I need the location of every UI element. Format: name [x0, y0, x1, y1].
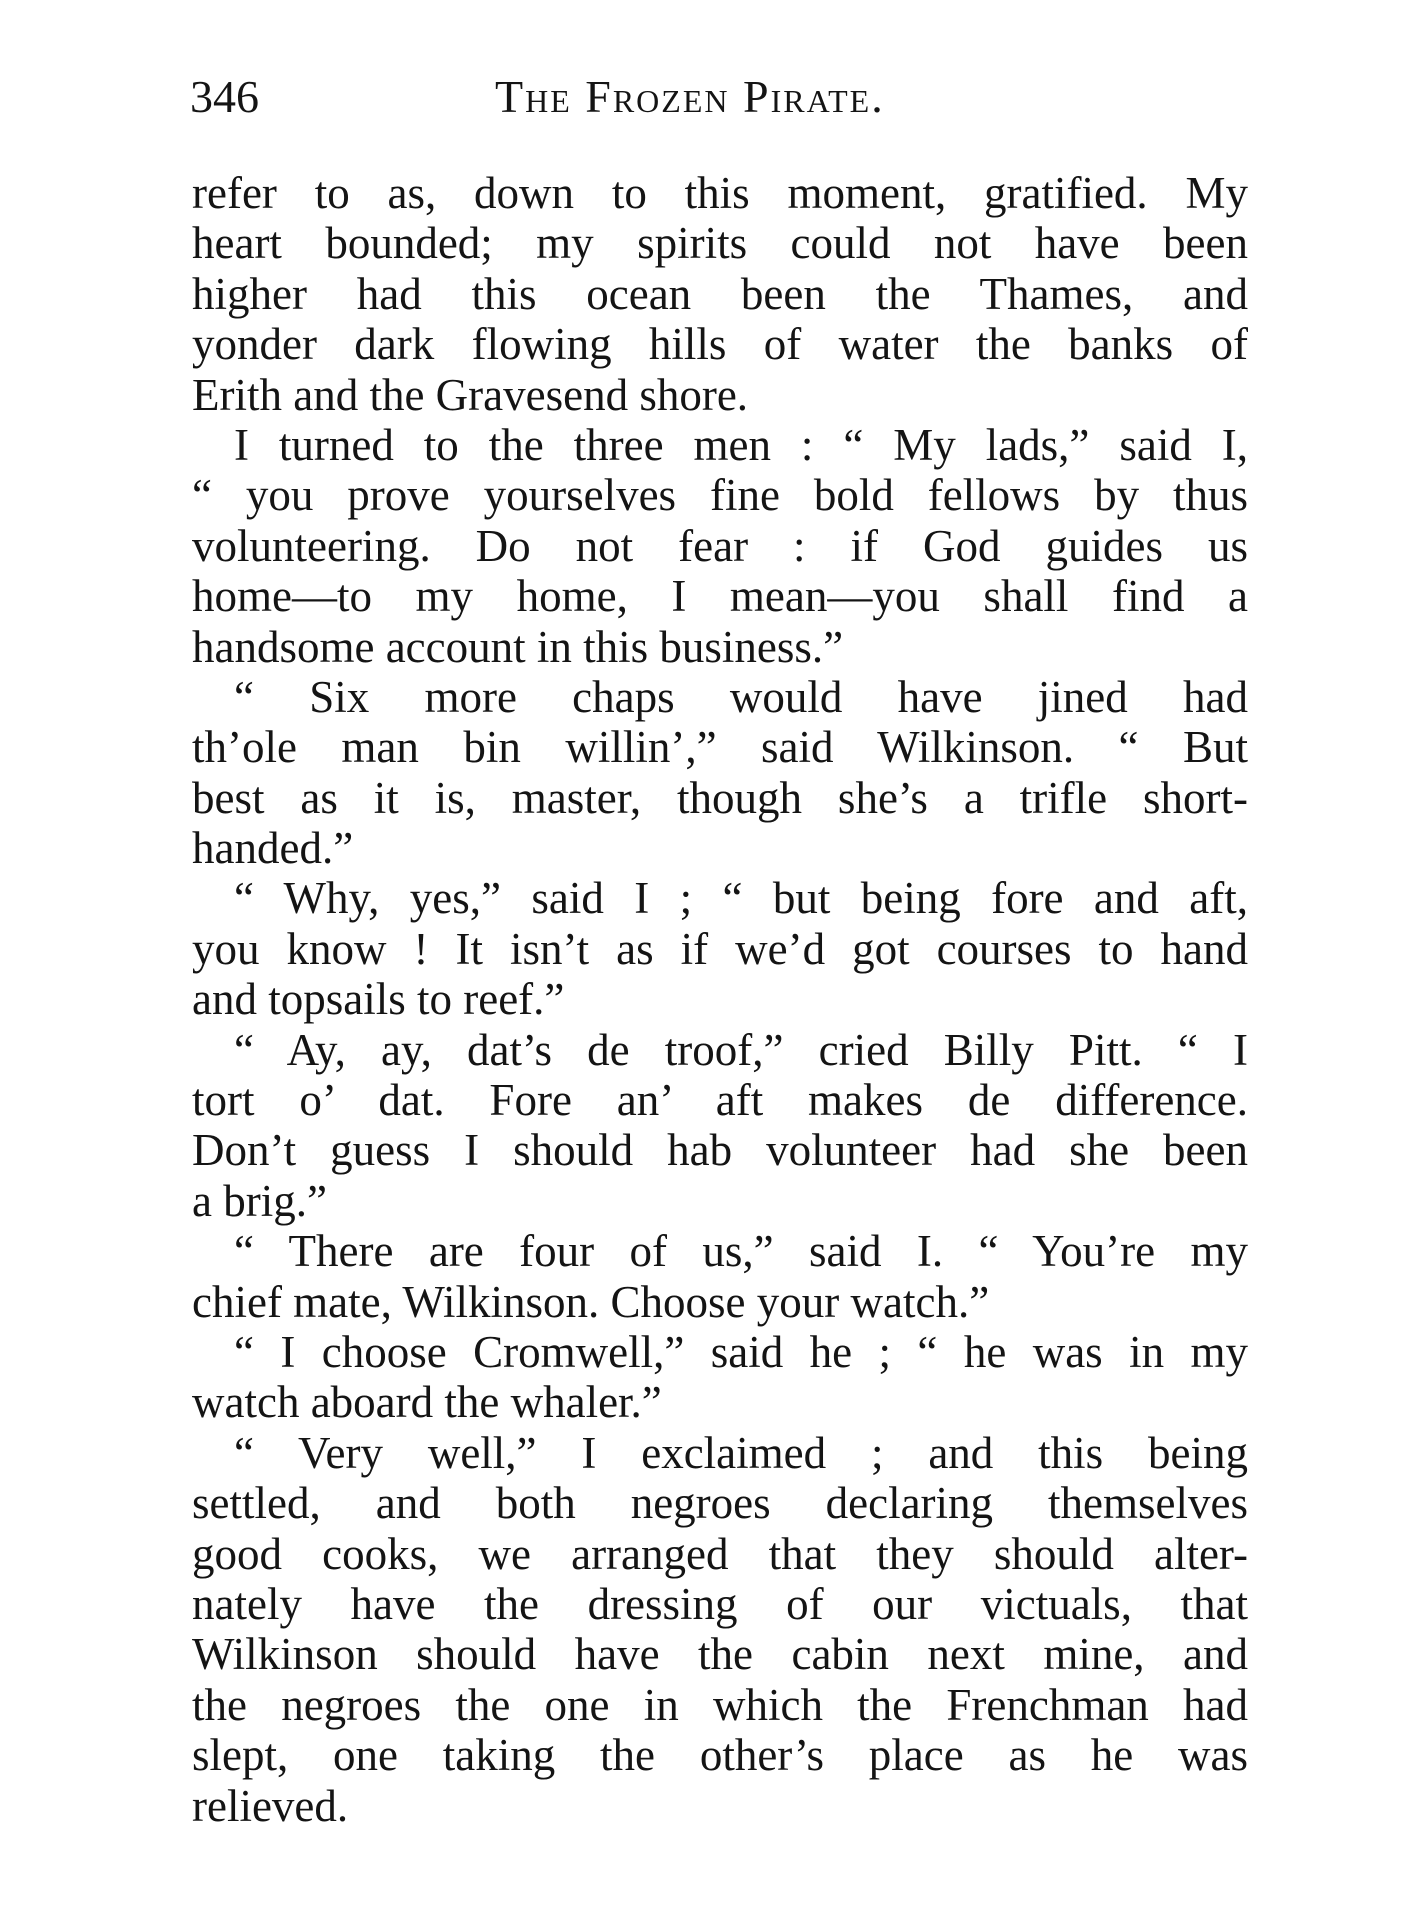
- text-line: “ Ay, ay, dat’s de troof,” cried Billy Pitt. “ I: [234, 1024, 1248, 1075]
- text-line: slept, one taking the other’s place as he was: [192, 1730, 1248, 1781]
- text-line: home—to my home, I mean—you shall find a: [192, 571, 1248, 622]
- text-line: you know ! It isn’t as if we’d got courses to hand: [192, 923, 1248, 974]
- text-line: nately have the dressing of our victuals, that: [192, 1578, 1248, 1629]
- body-text: [192, 168, 1248, 1831]
- text-line: higher had this ocean been the Thames, and: [192, 268, 1248, 319]
- running-title: The Frozen Pirate.: [495, 71, 885, 122]
- text-line: chief mate, Wilkinson. Choose your watch.”: [192, 1276, 990, 1327]
- text-line: I turned to the three men : “ My lads,” said I,: [234, 419, 1248, 470]
- text-line: “ There are four of us,” said I. “ You’re my: [234, 1226, 1248, 1277]
- text-line: tort o’ dat. Fore an’ aft makes de difference.: [192, 1075, 1248, 1126]
- text-line: “ Why, yes,” said I ; “ but being fore and aft,: [234, 873, 1248, 924]
- text-line: “ Six more chaps would have jined had: [234, 671, 1248, 722]
- text-line: “ Very well,” I exclaimed ; and this being: [234, 1427, 1248, 1478]
- text-line: yonder dark flowing hills of water the banks of: [192, 319, 1248, 370]
- page-header: [190, 62, 1250, 132]
- page-number: 346: [190, 71, 259, 122]
- text-line: the negroes the one in which the Frenchman had: [192, 1679, 1248, 1730]
- text-line: handed.”: [192, 823, 354, 874]
- text-line: Erith and the Gravesend shore.: [192, 369, 749, 420]
- text-line: volunteering. Do not fear : if God guides us: [192, 520, 1248, 571]
- text-line: “ I choose Cromwell,” said he ; “ he was in my: [234, 1326, 1248, 1377]
- text-line: th’ole man bin willin’,” said Wilkinson. “ But: [192, 722, 1248, 773]
- text-line: refer to as, down to this moment, gratified. My: [192, 168, 1248, 218]
- text-line: relieved.: [192, 1780, 349, 1831]
- text-line: heart bounded; my spirits could not have been: [192, 218, 1248, 269]
- text-line: handsome account in this business.”: [192, 621, 844, 672]
- text-line: Wilkinson should have the cabin next mine, and: [192, 1629, 1248, 1680]
- text-line: Don’t guess I should hab volunteer had she been: [192, 1125, 1248, 1176]
- text-line: settled, and both negroes declaring themselves: [192, 1478, 1248, 1529]
- text-line: a brig.”: [192, 1175, 327, 1226]
- text-line: and topsails to reef.”: [192, 974, 565, 1025]
- text-line: good cooks, we arranged that they should alter-: [192, 1528, 1248, 1579]
- text-line: “ you prove yourselves fine bold fellows by thus: [192, 470, 1248, 521]
- text-line: watch aboard the whaler.”: [192, 1377, 662, 1428]
- text-line: best as it is, master, though she’s a trifle short-: [192, 772, 1248, 823]
